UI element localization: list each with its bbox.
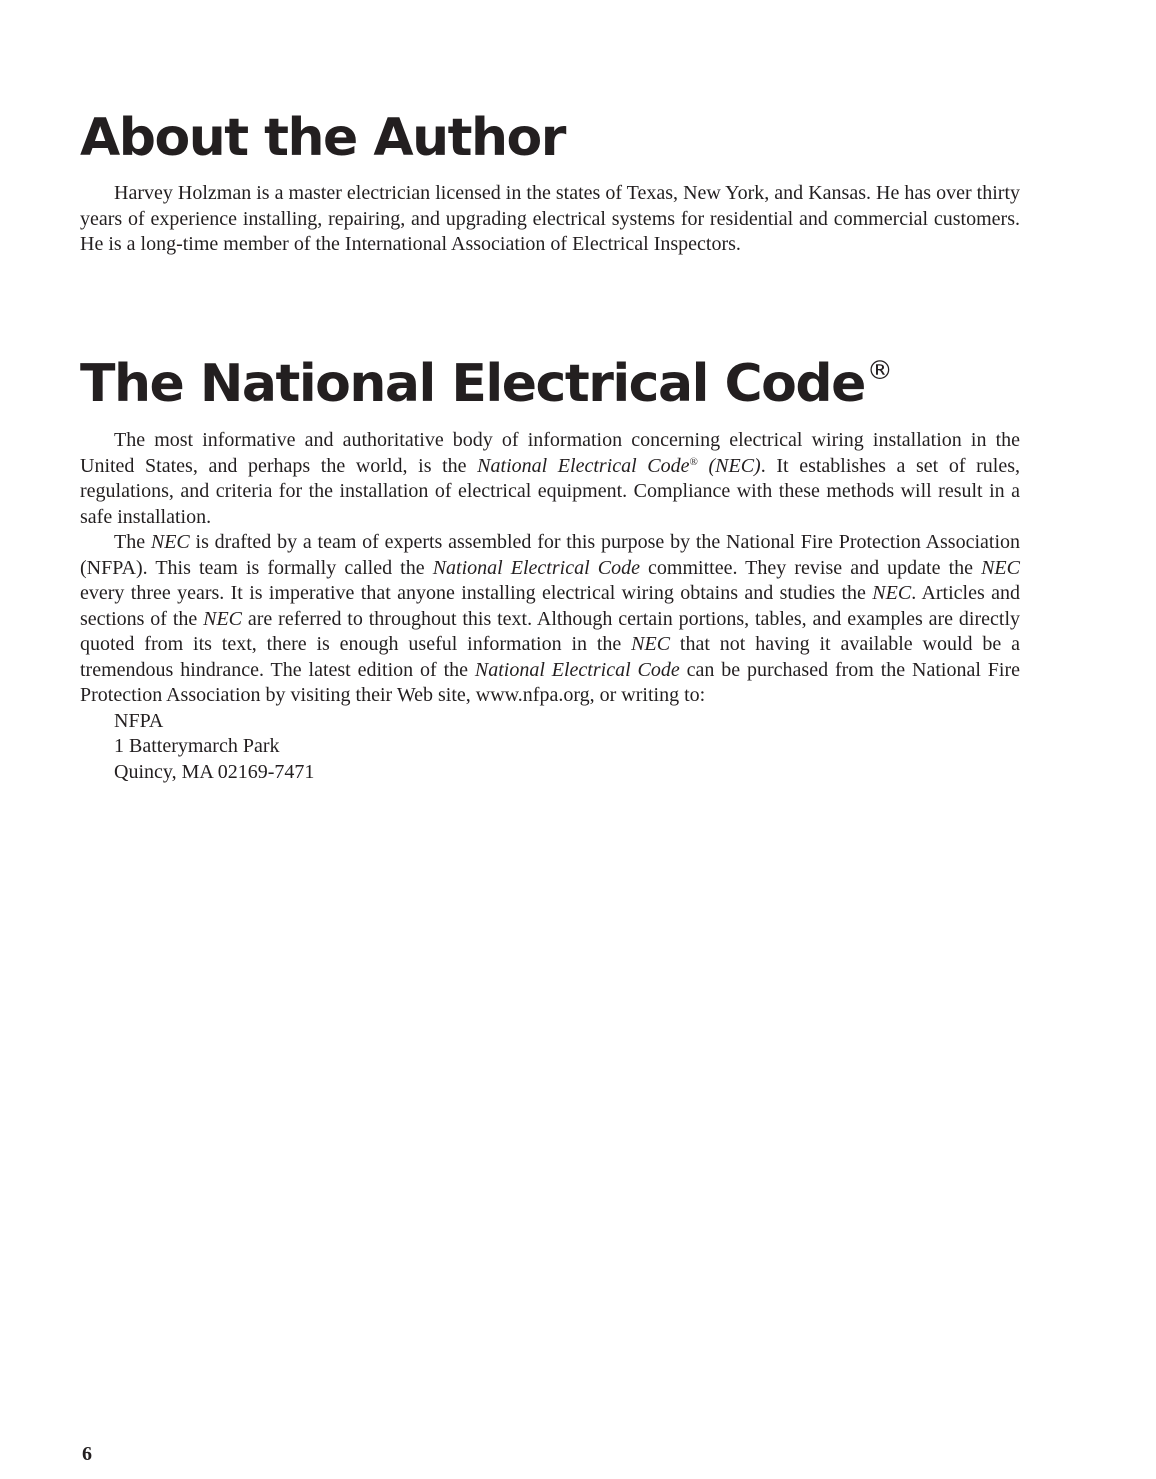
nec-paragraph-2: The NEC is drafted by a team of experts assembled for this purpose by the National Fire Protection Association (NFPA). This team is formally called the National Electrical Code committee. They revise and update the NEC every three years. It is imperative that anyone installing electrical wiring obtains and studies the NEC. Articles and sections of the NEC are referred to throughout this text. Although certain portions, tables, and examples are directly quoted from its text, there is enough useful information in the NEC that not having it available would be a tremendous hindrance. The latest edition of the National Electrical Code can be purchased from the National Fire Protection Association by visiting their Web site, www.nfpa.org, or writing to:	[80, 531, 1021, 706]
registered-mark: ®	[866, 356, 892, 386]
author-paragraph: Harvey Holzman is a master electrician licensed in the states of Texas, New York, and Kansas. He has over thirty years of experience installing, repairing, and upgrading electrical systems for residential and commercial customers. He is a long-time member of the International Association of Electrical Inspectors.	[80, 182, 1020, 255]
nec-body	[80, 428, 1020, 785]
page-number: 6	[82, 1443, 92, 1465]
nec-heading: The National Electrical Code®	[80, 354, 892, 414]
about-author-heading: About the Author	[80, 108, 565, 168]
address-line-2: 1 Batterymarch Park	[114, 735, 280, 757]
nec-paragraph-1: The most informative and authoritative body of information concerning electrical wiring installation in the United States, and perhaps the world, is the National Electrical Code® (NEC). It establishes a set of rules, regulations, and criteria for the installation of electrical equipment. Compliance with these methods will result in a safe installation.	[80, 429, 1020, 528]
address-line-3: Quincy, MA 02169-7471	[114, 760, 315, 783]
address-line-1: NFPA	[114, 709, 164, 732]
about-author-body	[80, 181, 1020, 258]
